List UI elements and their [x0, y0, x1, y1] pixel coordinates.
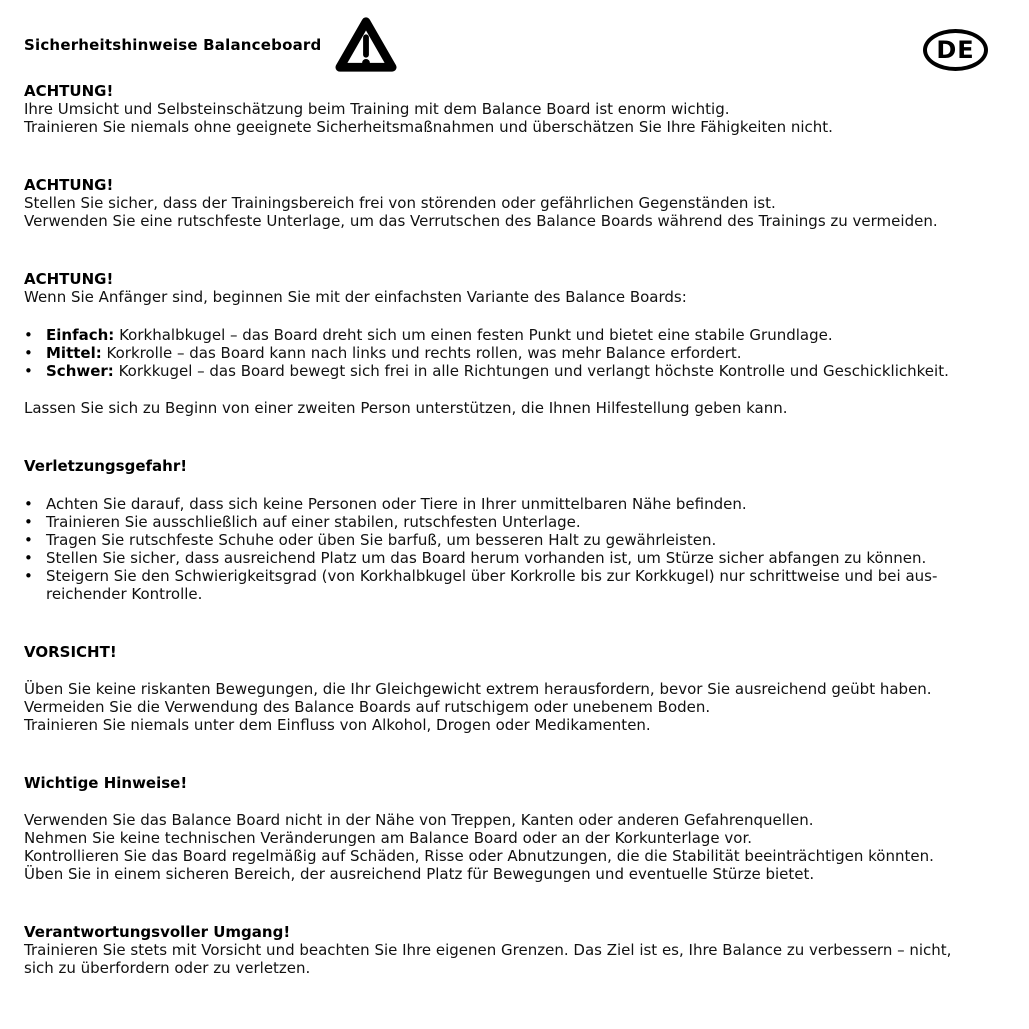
bullet-dot-icon: • [24, 513, 33, 531]
section-achtung-1 [24, 82, 1021, 136]
paragraph-line: Trainieren Sie niemals ohne geeignete Sicherheitsmaßnahmen und überschätzen Sie Ihre Fähigkeiten nicht. [24, 118, 833, 136]
page-header [24, 15, 1021, 75]
section-verantwortungsvoller-umgang [24, 923, 1021, 977]
bullet-dot-icon: • [24, 531, 33, 549]
list-item [24, 549, 1021, 567]
bullet-dot-icon: • [24, 567, 33, 585]
list-item-einfach [24, 326, 1021, 344]
language-badge [923, 29, 988, 71]
section-heading: VORSICHT! [24, 643, 117, 661]
list-item-text: Tragen Sie rutschfeste Schuhe oder üben Sie barfuß, um besseren Halt zu gewährleisten. [46, 531, 717, 549]
paragraph-line: Üben Sie in einem sicheren Bereich, der ausreichend Platz für Bewegungen und eventuelle Stürze bietet. [24, 865, 815, 883]
paragraph-line: Kontrollieren Sie das Board regelmäßig auf Schäden, Risse oder Abnutzungen, die die Stabilität beeinträchtigen könnten. [24, 847, 934, 865]
list-item-text: Stellen Sie sicher, dass ausreichend Platz um das Board herum vorhanden ist, um Stürze sicher abfangen zu können. [46, 549, 927, 567]
list-item [24, 513, 1021, 531]
section-achtung-3 [24, 270, 1021, 417]
difficulty-list [24, 326, 1021, 380]
section-heading: ACHTUNG! [24, 82, 114, 100]
section-achtung-2 [24, 176, 1021, 230]
paragraph-line: Nehmen Sie keine technischen Veränderungen am Balance Board oder an der Korkunterlage vor. [24, 829, 753, 847]
list-item [24, 567, 1021, 603]
paragraph-line: Lassen Sie sich zu Beginn von einer zweiten Person unterstützen, die Ihnen Hilfestellung geben kann. [24, 399, 788, 417]
list-item-text: Steigern Sie den Schwierigkeitsgrad (von Korkhalbkugel über Korkrolle bis zur Korkkugel) nur schrittweise und bei aus- reichender Kontrolle. [46, 567, 938, 603]
list-item-mittel [24, 344, 1021, 362]
section-wichtige-hinweise [24, 774, 1021, 883]
paragraph-line: Vermeiden Sie die Verwendung des Balance Boards auf rutschigem oder unebenem Boden. [24, 698, 711, 716]
section-heading: Verletzungsgefahr! [24, 457, 188, 475]
list-item-text: Trainieren Sie ausschließlich auf einer stabilen, rutschfesten Unterlage. [46, 513, 581, 531]
list-item-schwer [24, 362, 1021, 380]
bullet-dot-icon: • [24, 344, 33, 362]
paragraph-line: Verwenden Sie eine rutschfeste Unterlage, um das Verrutschen des Balance Boards während des Trainings zu vermeiden. [24, 212, 938, 230]
list-item-text: Einfach: Korkhalbkugel – das Board dreht sich um einen festen Punkt und bietet eine stabile Grundlage. [46, 326, 833, 344]
section-vorsicht [24, 643, 1021, 734]
section-heading: ACHTUNG! [24, 270, 114, 288]
paragraph-line: sich zu überfordern oder zu verletzen. [24, 959, 311, 977]
bullet-dot-icon: • [24, 326, 33, 344]
paragraph-line: Üben Sie keine riskanten Bewegungen, die Ihr Gleichgewicht extrem herausfordern, bevor Sie ausreichend geübt haben. [24, 680, 932, 698]
section-heading: Wichtige Hinweise! [24, 774, 188, 792]
paragraph-line: Wenn Sie Anfänger sind, beginnen Sie mit der einfachsten Variante des Balance Boards: [24, 288, 687, 306]
paragraph-line: Verwenden Sie das Balance Board nicht in der Nähe von Treppen, Kanten oder anderen Gefahrenquellen. [24, 811, 814, 829]
bullet-dot-icon: • [24, 495, 33, 513]
paragraph-line: Trainieren Sie stets mit Vorsicht und beachten Sie Ihre eigenen Grenzen. Das Ziel ist es, Ihre Balance zu verbessern – nicht, [24, 941, 952, 959]
warning-triangle-icon [335, 15, 397, 75]
paragraph-line: Trainieren Sie niemals unter dem Einfluss von Alkohol, Drogen oder Medikamenten. [24, 716, 651, 734]
language-badge-label: DE [936, 36, 975, 64]
list-item-text: Achten Sie darauf, dass sich keine Personen oder Tiere in Ihrer unmittelbaren Nähe befinden. [46, 495, 747, 513]
list-item [24, 531, 1021, 549]
section-verletzungsgefahr [24, 457, 1021, 603]
injury-risk-list [24, 495, 1021, 603]
bullet-dot-icon: • [24, 549, 33, 567]
bullet-dot-icon: • [24, 362, 33, 380]
paragraph-line: Ihre Umsicht und Selbsteinschätzung beim Training mit dem Balance Board ist enorm wichtig. [24, 100, 730, 118]
section-heading: ACHTUNG! [24, 176, 114, 194]
section-heading: Verantwortungsvoller Umgang! [24, 923, 291, 941]
list-item-text: Mittel: Korkrolle – das Board kann nach links und rechts rollen, was mehr Balance erfordert. [46, 344, 742, 362]
paragraph-line: Stellen Sie sicher, dass der Trainingsbereich frei von störenden oder gefährlichen Gegenständen ist. [24, 194, 776, 212]
list-item [24, 495, 1021, 513]
list-item-text: Schwer: Korkkugel – das Board bewegt sich frei in alle Richtungen und verlangt höchste Kontrolle und Geschicklichkeit. [46, 362, 949, 380]
page-title: Sicherheitshinweise Balanceboard [24, 36, 322, 54]
